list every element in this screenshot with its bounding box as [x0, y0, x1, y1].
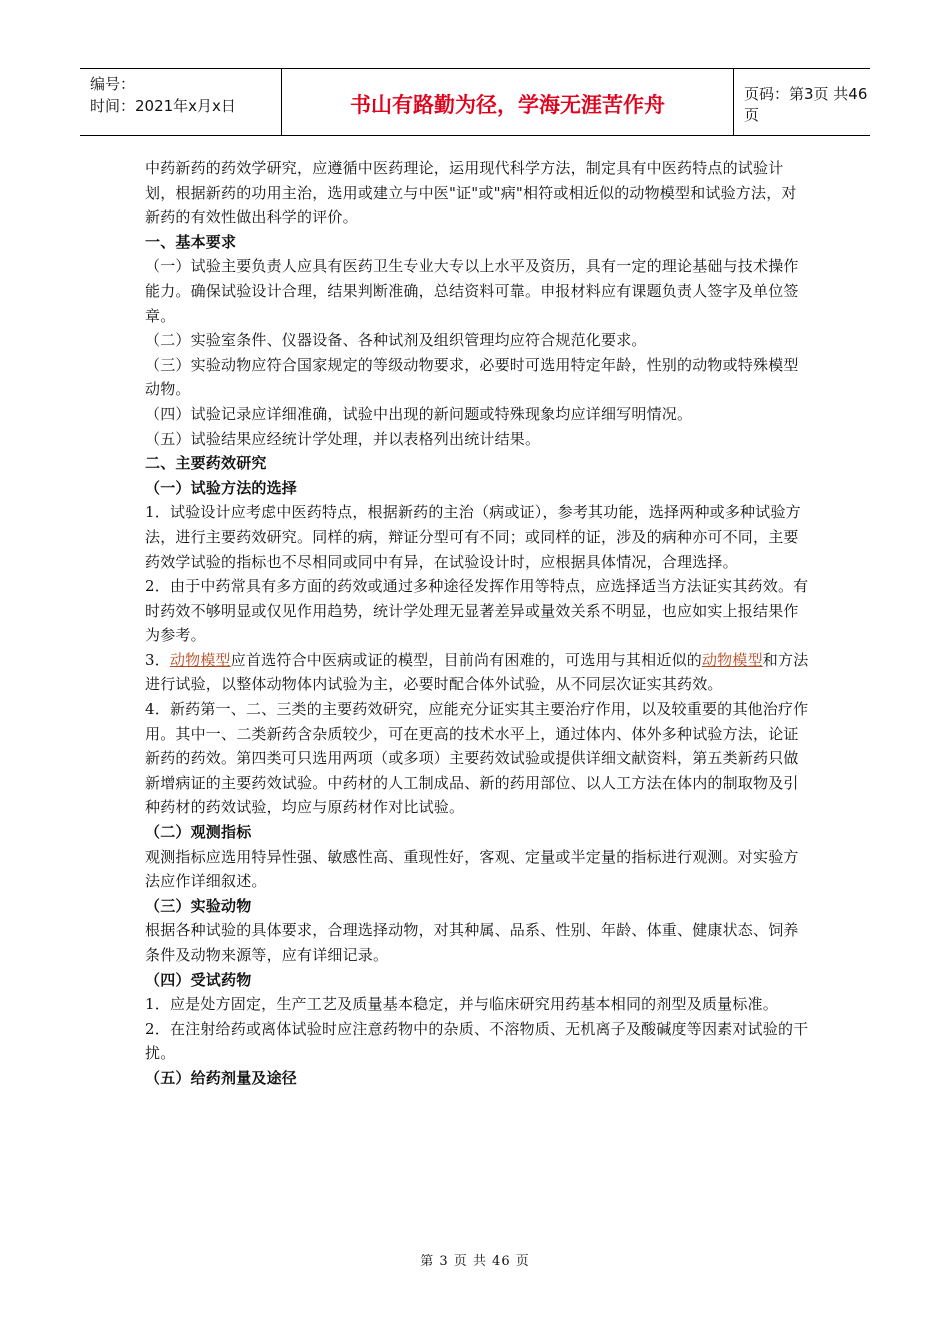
paragraph: 根据各种试验的具体要求，合理选择动物，对其种属、品系、性别、年龄、体重、健康状态、饲养条件及动物来源等，应有详细记录。	[145, 921, 799, 964]
subsection-heading: （二）观测指标	[145, 823, 252, 842]
paragraph: 2．由于中药常具有多方面的药效或通过多种途径发挥作用等特点，应选择适当方法证实其药效。有时药效不够明显或仅见作用趋势，统计学处理无显著差异或量效关系不明显，也应如实上报结果作为参考。	[145, 577, 809, 645]
paragraph: 1．试验设计应考虑中医药特点，根据新药的主治（病或证），参考其功能，选择两种或多种试验方法，进行主要药效研究。同样的病，辩证分型可有不同；或同样的证，涉及的病种亦可不同，主要药效学试验的指标也不尽相同或同中有异，在试验设计时，应根据具体情况，合理选择。	[145, 503, 801, 571]
paragraph: （四）试验记录应详细准确，试验中出现的新问题或特殊现象均应详细写明情况。	[145, 404, 693, 423]
section-1-heading: 一、基本要求	[145, 232, 237, 251]
header-motto: 书山有路勤为径，学海无涯苦作舟	[282, 69, 734, 135]
intro-paragraph: 中药新药的药效学研究，应遵循中医药理论，运用现代科学方法，制定具有中医药特点的试验计划，根据新药的功用主治，选用或建立与中医"证"或"病"相符或相近似的动物模型和试验方法，对新药的有效性做出科学的评价。	[145, 159, 797, 227]
section-2-heading: 二、主要药效研究	[145, 454, 267, 473]
subsection-heading: （一）试验方法的选择	[145, 478, 298, 497]
document-number-label: 编号：	[90, 75, 136, 93]
document-body	[145, 156, 810, 1091]
paragraph-text: 3．	[145, 650, 170, 669]
page-header	[80, 68, 870, 136]
paragraph: 1．应是处方固定，生产工艺及质量基本稳定，并与临床研究用药基本相同的剂型及质量标准。	[145, 995, 778, 1014]
paragraph: （一）试验主要负责人应具有医药卫生专业大专以上水平及资历，具有一定的理论基础与技术操作能力。确保试验设计合理，结果判断准确，总结资料可靠。申报材料应有课题负责人签字及单位签章。	[145, 257, 799, 325]
paragraph-text: 和方法进行试验，以整体动物体内试验为主，必要时配合体外试验，从不同层次证实其药效。	[145, 650, 809, 694]
page-footer: 第 3 页 共 46 页	[420, 1254, 530, 1269]
paragraph: 4．新药第一、二、三类的主要药效研究，应能充分证实其主要治疗作用，以及较重要的其他治疗作用。其中一、二类新药含杂质较少，可在更高的技术水平上，通过体内、体外多种试验方法，论证新药的药效。第四类可只选用两项（或多项）主要药效试验或提供详细文献资料，第五类新药只做新增病证的主要药效试验。中药材的人工制成品、新的药用部位、以人工方法在体内的制取物及引种药材的药效试验，均应与原药材作对比试验。	[145, 700, 809, 817]
paragraph: （三）实验动物应符合国家规定的等级动物要求，必要时可选用特定年龄，性别的动物或特殊模型动物。	[145, 355, 799, 399]
paragraph: 观测指标应选用特异性强、敏感性高、重现性好，客观、定量或半定量的指标进行观测。对实验方法应作详细叙述。	[145, 847, 799, 891]
paragraph: （五）试验结果应经统计学处理，并以表格列出统计结果。	[145, 429, 541, 448]
animal-model-link[interactable]: 动物模型	[701, 650, 763, 669]
paragraph-text: 应首选符合中医病或证的模型，目前尚有困难的，可选用与其相近似的	[230, 650, 702, 669]
paragraph-with-links	[145, 648, 810, 697]
paragraph: （二）实验室条件、仪器设备、各种试剂及组织管理均应符合规范化要求。	[145, 331, 647, 350]
header-meta	[80, 69, 282, 135]
animal-model-link[interactable]: 动物模型	[169, 650, 231, 669]
paragraph: 2．在注射给药或离体试验时应注意药物中的杂质、不溶物质、无机离子及酸碱度等因素对试验的干扰。	[145, 1019, 809, 1063]
subsection-heading: （五）给药剂量及途径	[145, 1068, 298, 1087]
header-page-number: 页码：第3页 共46页	[744, 85, 868, 124]
subsection-heading: （四）受试药物	[145, 970, 252, 989]
subsection-heading: （三）实验动物	[145, 896, 252, 915]
document-time-label: 时间：2021年x月x日	[90, 97, 236, 115]
